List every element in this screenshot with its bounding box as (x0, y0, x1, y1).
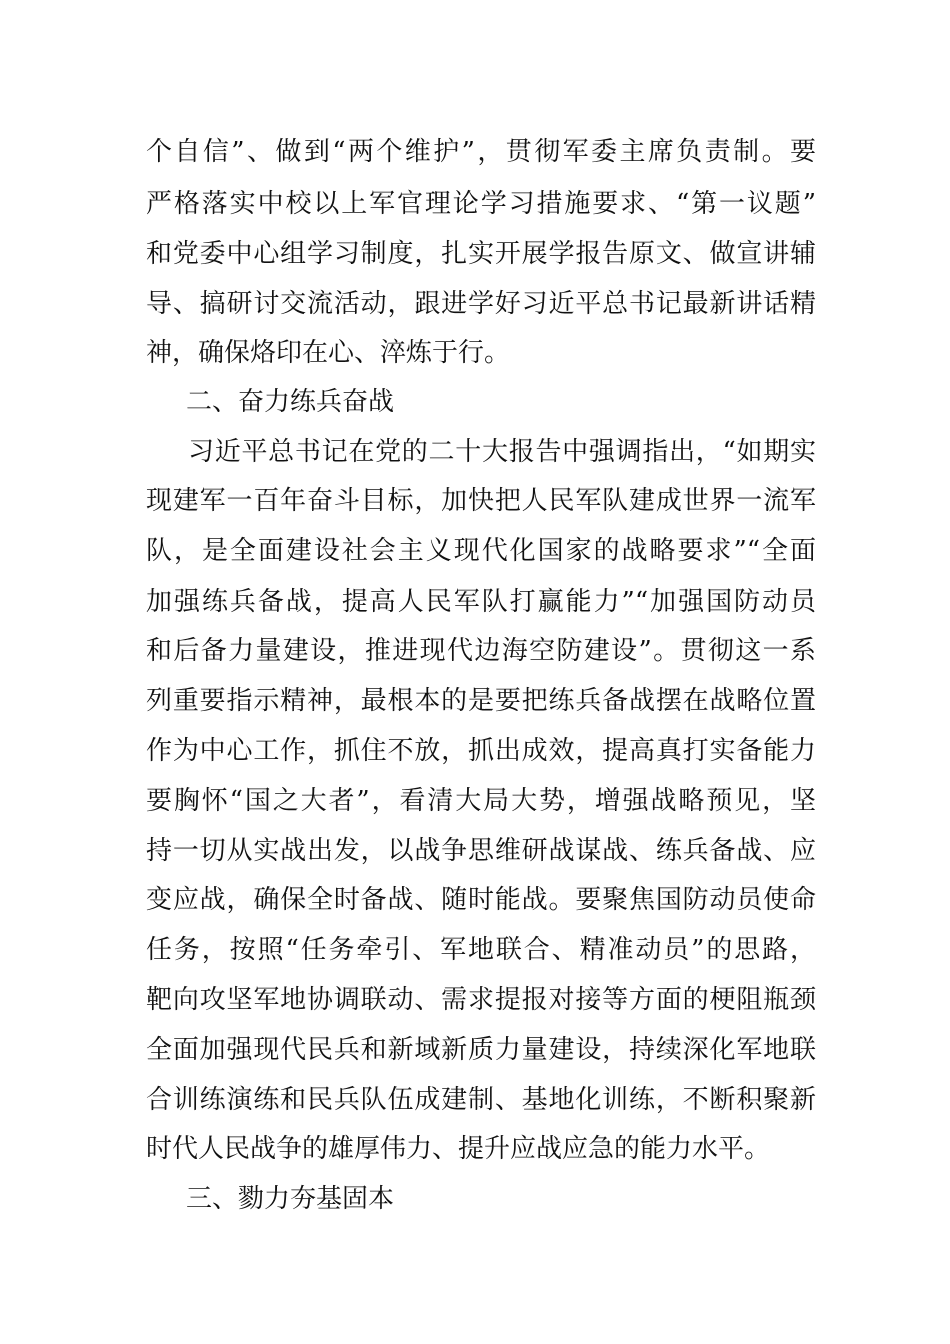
text-line: 队，是全面建设社会主义现代化国家的战略要求”“全面 (146, 536, 816, 566)
text-line: 合训练演练和民兵队伍成建制、基地化训练，不断积聚新 (146, 1085, 816, 1115)
text-line: 和后备力量建设，推进现代边海空防建设”。贯彻这一系 (146, 636, 816, 666)
text-line: 现建军一百年奋斗目标，加快把人民军队建成世界一流军 (146, 486, 816, 516)
text-line: 任务，按照“任务牵引、军地联合、精准动员”的思路， (146, 935, 816, 965)
text-line: 加强练兵备战，提高人民军队打赢能力”“加强国防动员 (146, 587, 816, 617)
text-line: 习近平总书记在党的二十大报告中强调指出，“如期实 (188, 437, 816, 467)
text-line: 全面加强现代民兵和新域新质力量建设，持续深化军地联 (146, 1035, 816, 1065)
text-line: 导、搞研讨交流活动，跟进学好习近平总书记最新讲话精 (146, 289, 816, 319)
text-line: 作为中心工作，抓住不放，抓出成效，提高真打实备能力 (146, 736, 816, 766)
text-line: 列重要指示精神，最根本的是要把练兵备战摆在战略位置 (146, 686, 816, 716)
text-line: 和党委中心组学习制度，扎实开展学报告原文、做宣讲辅 (146, 239, 816, 269)
section-heading: 二、奋力练兵奋战 (186, 387, 395, 417)
text-line: 个自信”、做到“两个维护”，贯彻军委主席负责制。要 (146, 137, 816, 167)
text-line: 严格落实中校以上军官理论学习措施要求、“第一议题” (146, 189, 816, 219)
section-heading: 三、勠力夯基固本 (186, 1184, 395, 1214)
text-line: 持一切从实战出发，以战争思维研战谋战、练兵备战、应 (146, 836, 816, 866)
text-line: 变应战，确保全时备战、随时能战。要聚焦国防动员使命 (146, 885, 816, 915)
text-line: 靶向攻坚军地协调联动、需求提报对接等方面的梗阻瓶颈 (146, 985, 816, 1015)
text-line: 神，确保烙印在心、淬炼于行。 (146, 338, 511, 368)
text-line: 要胸怀“国之大者”，看清大局大势，增强战略预见，坚 (146, 786, 816, 816)
text-line: 时代人民战争的雄厚伟力、提升应战应急的能力水平。 (146, 1134, 771, 1164)
